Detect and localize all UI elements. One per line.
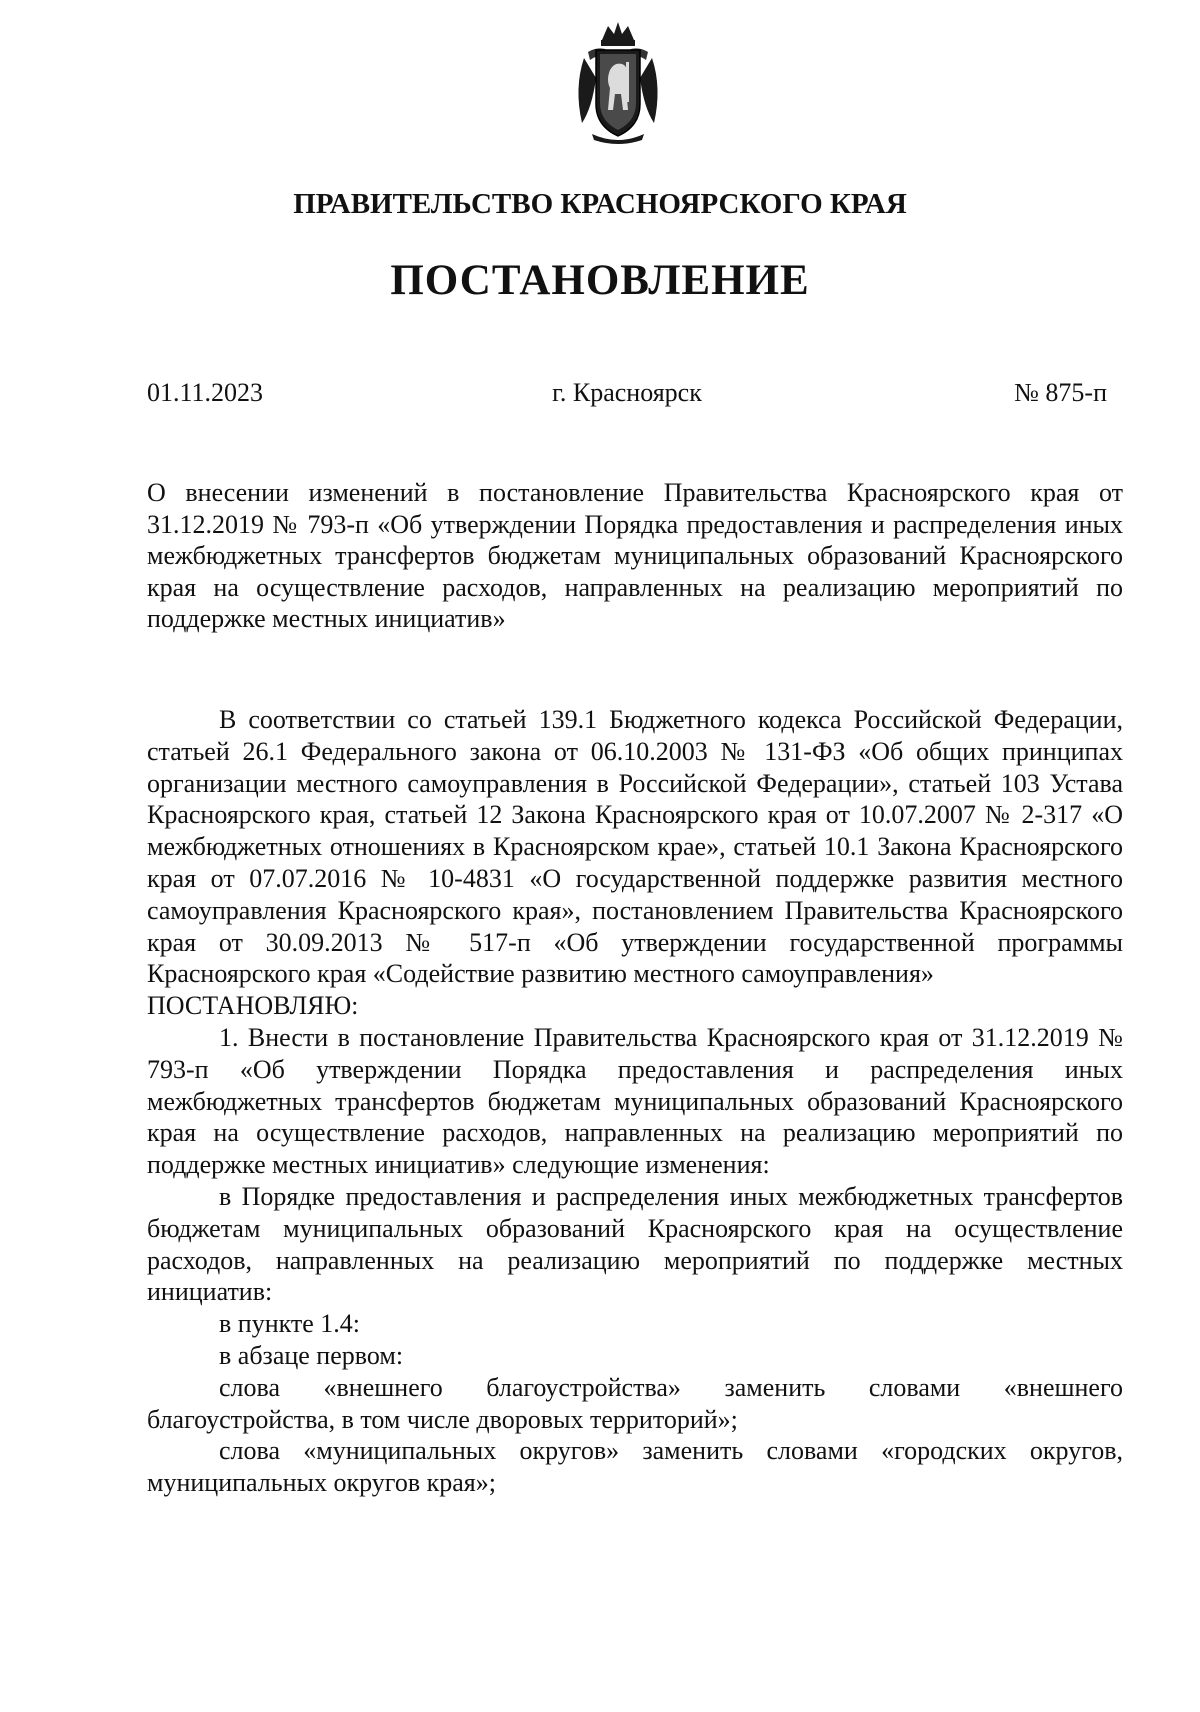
document-date: 01.11.2023 <box>147 378 264 407</box>
preamble-paragraph: В соответствии со статьей 139.1 Бюджетного кодекса Российской Федерации, статьей 26.1 Федерального закона от 06.10.2003 № 131-ФЗ «Об общих принципах организации местного самоуправления в Российской Федерации», статьей 103 Устава Красноярского края, статьей 12 Закона Красноярского края от 10.07.2007 № 2-317 «О межбюджетных отношениях в Красноярском крае», статьей 10.1 Закона Красноярского края от 07.07.2016 № 10-4831 «О государственной поддержке развития местного самоуправления Красноярского края», постановлением Правительства Красноярского края от 30.09.2013 № 517-п «Об утверждении государственной программы Красноярского края «Содействие развитию местного самоуправления» <box>147 705 1123 989</box>
document-meta-row <box>147 378 1107 418</box>
paragraph-first-note: в абзаце первом: <box>219 1340 404 1370</box>
point-paragraph: в пункте 1.4: <box>219 1309 361 1339</box>
change-2-paragraph: слова «муниципальных округов» заменить словами «городских округов, муниципальных округов края»; <box>147 1436 1123 1498</box>
order-paragraph: в Порядке предоставления и распределения иных межбюджетных трансфертов бюджетам муниципальных образований Красноярского края на осуществление расходов, направленных на реализацию мероприятий по поддержке местных инициатив: <box>147 1181 1123 1307</box>
document-number: № 875-п <box>1014 378 1107 407</box>
document-city: г. Красноярск <box>552 378 702 407</box>
resolve-word: ПОСТАНОВЛЯЮ: <box>147 991 359 1021</box>
change-1-paragraph: слова «внешнего благоустройства» заменить словами «внешнего благоустройства, в том числе дворовых территорий»; <box>147 1372 1123 1434</box>
organization-name: ПРАВИТЕЛЬСТВО КРАСНОЯРСКОГО КРАЯ <box>293 188 907 220</box>
coat-of-arms-icon <box>568 18 668 148</box>
item-1-paragraph: 1. Внести в постановление Правительства Красноярского края от 31.12.2019 № 793-п «Об утверждении Порядка предоставления и распределения иных межбюджетных трансфертов бюджетам муниципальных образований Красноярского края на осуществление расходов, направленных на реализацию мероприятий по поддержке местных инициатив» следующие изменения: <box>147 1022 1123 1180</box>
document-body <box>147 704 1123 1499</box>
document-title: О внесении изменений в постановление Правительства Красноярского края от 31.12.2019 № 793-п «Об утверждении Порядка предоставления и распределения иных межбюджетных трансфертов бюджетам муниципальных образований Красноярского края на осуществление расходов, направленных на реализацию мероприятий по поддержке местных инициатив» <box>147 478 1123 633</box>
document-type-heading: ПОСТАНОВЛЕНИЕ <box>390 257 810 304</box>
